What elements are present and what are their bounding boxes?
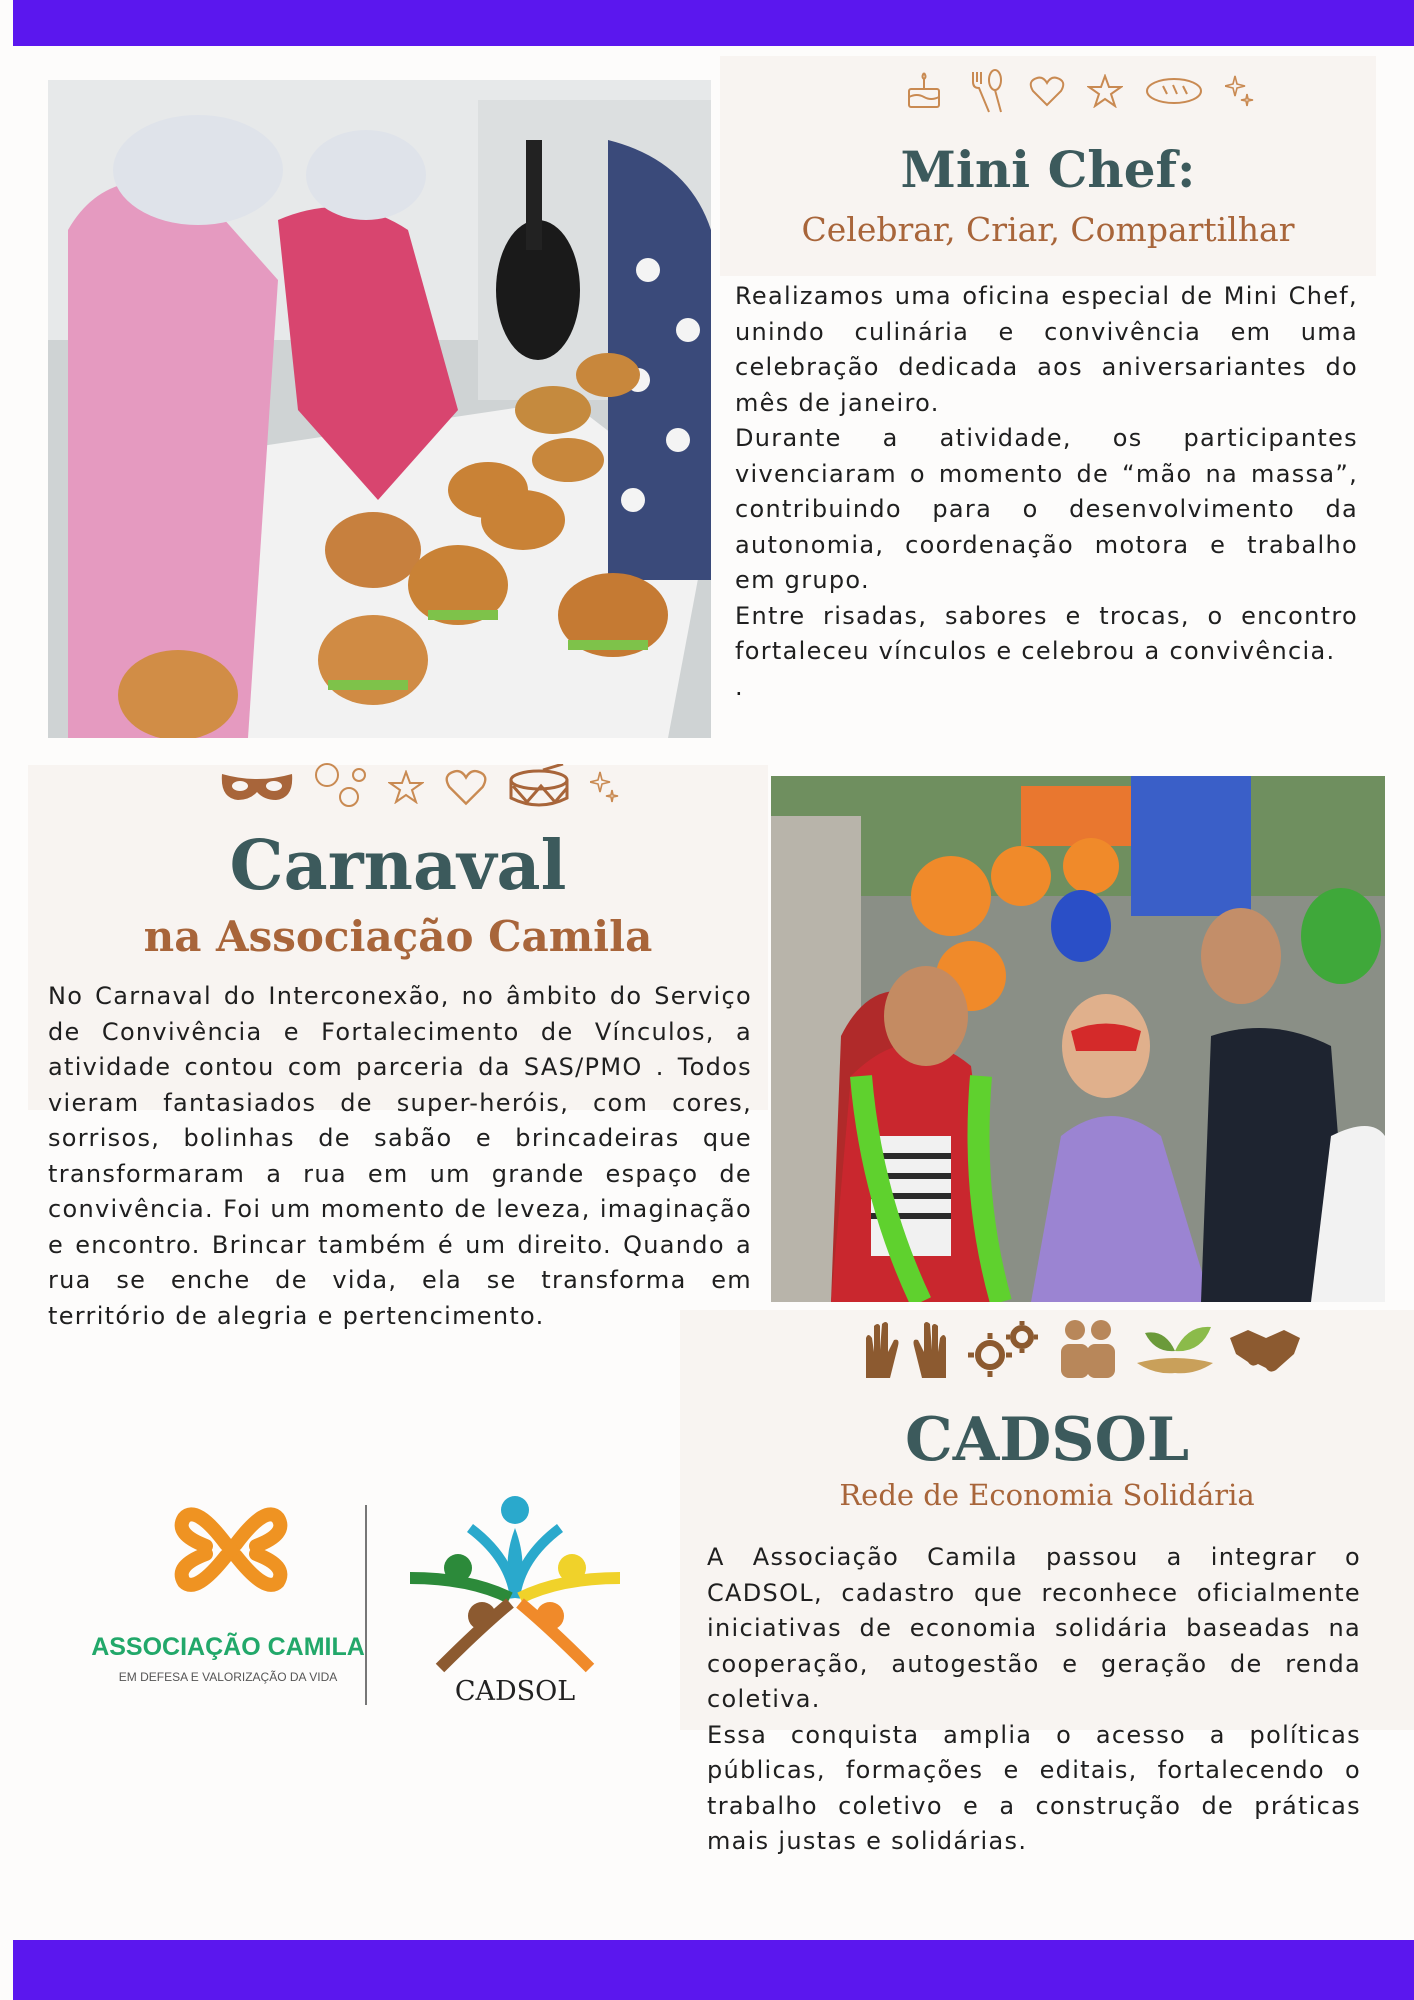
gears-icon	[964, 1319, 1042, 1383]
mini-chef-paragraph: Entre risadas, sabores e trocas, o encontro fortaleceu vínculos e celebrou a convivência.	[735, 601, 1358, 665]
cadsol-icon-row	[862, 1318, 1302, 1384]
cake-icon	[905, 71, 943, 115]
fork-spoon-icon	[965, 68, 1007, 118]
cadsol-logo-icon	[410, 1488, 620, 1678]
star-icon	[1087, 74, 1123, 112]
mini-chef-paragraph: Realizamos uma oficina especial de Mini Chef, unindo culinária e convivência em uma celebração dedicada aos aniversariantes do mês de janeiro.	[735, 282, 1358, 417]
logo-divider	[365, 1505, 367, 1705]
associacao-camila-logo-icon	[166, 1494, 296, 1606]
bottom-accent-bar	[13, 1940, 1414, 2000]
mini-chef-paragraph: .	[735, 672, 744, 701]
carnaval-subtitle: na Associação Camila	[143, 912, 653, 961]
drum-icon	[507, 764, 571, 814]
cadsol-body	[707, 1540, 1361, 1860]
mini-chef-title: Mini Chef:	[900, 140, 1196, 199]
star-icon	[388, 770, 424, 808]
logos-block	[48, 1390, 668, 1720]
sparkle-icon	[590, 770, 620, 808]
plant-hand-icon	[1135, 1323, 1215, 1379]
sparkle-icon	[1225, 74, 1255, 112]
camila-tagline: EM DEFESA E VALORIZAÇÃO DA VIDA	[118, 1670, 338, 1684]
mini-chef-body	[735, 279, 1358, 705]
cadsol-title: CADSOL	[904, 1405, 1190, 1475]
bubbles-icon	[313, 761, 369, 817]
mask-icon	[220, 770, 294, 808]
heart-icon	[444, 768, 488, 810]
mini-chef-subtitle: Celebrar, Criar, Compartilhar	[801, 210, 1295, 249]
carnaval-body	[48, 979, 752, 1334]
cadsol-subtitle: Rede de Economia Solidária	[839, 1478, 1255, 1512]
top-accent-bar	[13, 0, 1414, 46]
handshake-icon	[1228, 1324, 1302, 1378]
camila-name: ASSOCIAÇÃO CAMILA	[91, 1633, 365, 1661]
carnaval-paragraph: No Carnaval do Interconexão, no âmbito do Serviço de Convivência e Fortalecimento de Vínculos, a atividade contou com parceria da SAS/PMO . Todos vieram fantasiados de super-heróis, com cores, sorrisos, bolinhas de sabão e brincadeiras que transformaram a rua em um grande espaço de convivência. Foi um momento de leveza, imaginação e encontro. Brincar também é um direito. Quando a rua se enche de vida, ela se transforma em território de alegria e pertencimento.	[48, 982, 752, 1330]
mini-chef-photo	[48, 80, 711, 738]
bread-icon	[1145, 76, 1203, 110]
cadsol-logo-name: CADSOL	[454, 1676, 576, 1707]
cadsol-paragraph: A Associação Camila passou a integrar o CADSOL, cadastro que reconhece oficialmente iniciativas de economia solidária baseadas na cooperação, autogestão e geração de renda coletiva.	[707, 1543, 1361, 1713]
carnaval-photo	[771, 776, 1385, 1302]
raised-hands-icon	[862, 1318, 950, 1384]
carnaval-title: Carnaval	[229, 826, 567, 906]
cadsol-paragraph: Essa conquista amplia o acesso a políticas públicas, formações e editais, fortalecendo o trabalho coletivo e a construção de práticas mais justas e solidárias.	[707, 1720, 1361, 1855]
people-icon	[1055, 1318, 1121, 1384]
heart-icon	[1029, 75, 1065, 111]
mini-chef-icon-row	[905, 68, 1255, 118]
mini-chef-paragraph: Durante a atividade, os participantes vivenciaram o momento de “mão na massa”, contribuindo para o desenvolvimento da autonomia, coordenação motora e trabalho em grupo.	[735, 424, 1358, 594]
carnaval-icon-row	[220, 762, 620, 816]
